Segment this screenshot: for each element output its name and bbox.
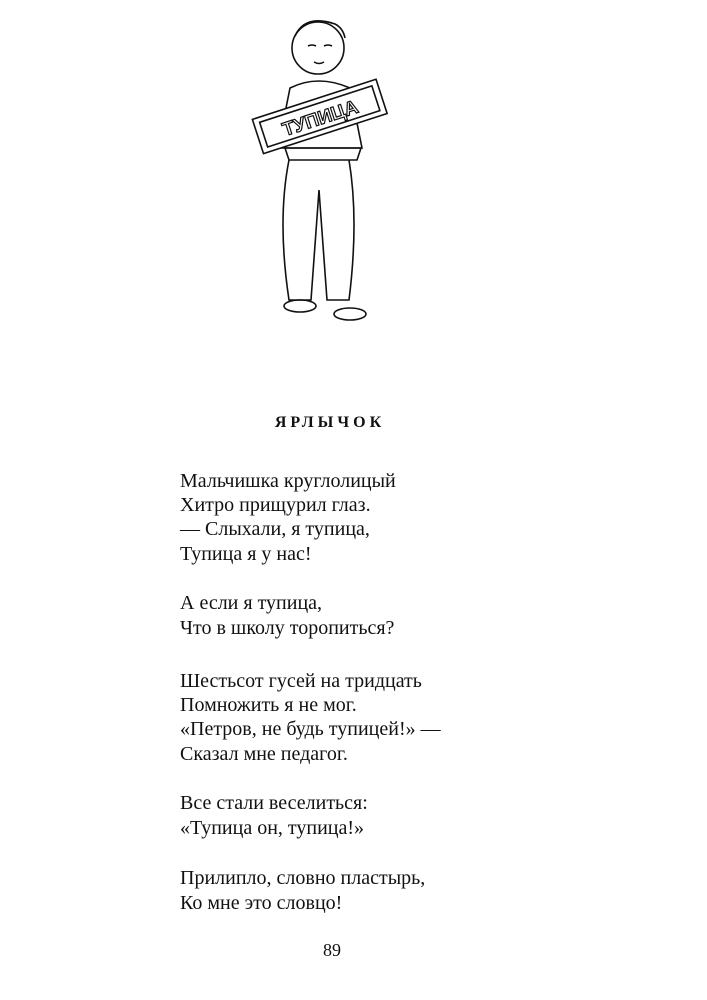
- poem-line: Хитро прищурил глаз.: [180, 494, 371, 516]
- poem-title: ЯРЛЫЧОК: [274, 414, 386, 431]
- poem-line: Мальчишка круглолицый: [180, 470, 396, 492]
- poem-line: Ко мне это словцо!: [180, 892, 343, 914]
- poem-line: Тупица я у нас!: [180, 543, 312, 565]
- poem-line: Прилипло, словно пластырь,: [180, 867, 426, 889]
- poem-line: — Слыхали, я тупица,: [180, 518, 370, 540]
- page-number: 89: [323, 940, 341, 960]
- sign-text: ТУПИЦА: [280, 96, 362, 141]
- poem-line: «Тупица он, тупица!»: [180, 817, 365, 839]
- poem-line: Все стали веселиться:: [180, 792, 368, 814]
- poem-line: Шестьсот гусей на тридцать: [180, 670, 422, 692]
- poem-line: Помножить я не мог.: [180, 694, 357, 716]
- poem-line: А если я тупица,: [180, 592, 323, 614]
- poem-line: Сказал мне педагог.: [180, 743, 348, 765]
- poem-line: «Петров, не будь тупицей!» —: [180, 718, 441, 740]
- poem-line: Что в школу торопиться?: [180, 617, 395, 639]
- boy-with-sign-illustration: [240, 8, 390, 328]
